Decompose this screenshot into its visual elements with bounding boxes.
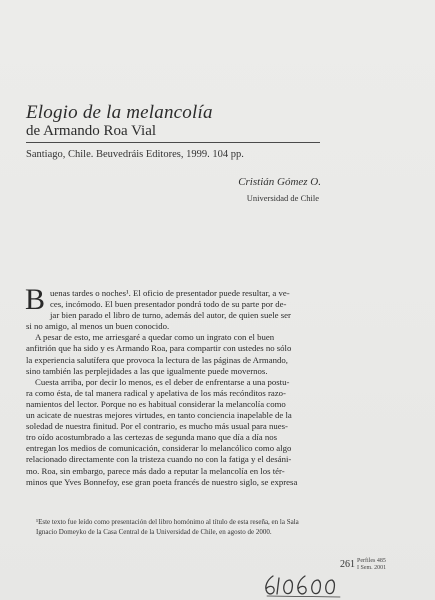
body-text [25, 283, 321, 488]
footnote-line: ¹Este texto fue leído como presentación del libro homónimo al título de esta reseña, en la Sala [36, 518, 299, 526]
review-author: Cristián Gómez O. [238, 176, 321, 188]
footnote-line: Ignacio Domeyko de la Casa Central de la Universidad de Chile, en agosto de 2000. [36, 528, 272, 536]
body-line: mo. Roa, sin embargo, parece más dado a reputar la melancolía en los tér- [26, 465, 285, 476]
body-line: entregan los medios de comunicación, considerar lo melancólico como algo [26, 443, 292, 454]
footnote [36, 517, 326, 537]
body-line: anfitrión que ha sido y es Armando Roa, para compartir con ustedes no sólo [26, 343, 292, 354]
body-line: la experiencia salutífera que provoca la lectura de las páginas de Armando, [26, 354, 288, 365]
bibliographic-info: Santiago, Chile. Beuvedráis Editores, 1999. 104 pp. [26, 149, 244, 160]
handwritten-number-annotation [262, 572, 352, 598]
author-affiliation: Universidad de Chile [246, 193, 319, 203]
journal-line: Perfiles 485 [357, 558, 386, 564]
body-line: uenas tardes o noches¹. El oficio de presentador puede resultar, a ve- [50, 288, 290, 298]
body-line: Cuesta arriba, por decir lo menos, es el deber de enfrentarse a una postu- [35, 376, 290, 387]
body-line: tro oído acostumbrado a las certezas de segunda mano que día a día nos [26, 432, 277, 443]
page-number: 261 [340, 559, 355, 570]
journal-line: I Sem. 2001 [357, 565, 387, 571]
review-title: Elogio de la melancolía [26, 102, 213, 123]
body-line: relacionado directamente con la tristeza cuando no con la fatiga y el desáni- [26, 454, 292, 465]
drop-cap: B [25, 283, 46, 316]
body-line: si no amigo, al menos un buen conocido. [26, 321, 170, 332]
body-line: namientos del lector. Porque no es habitual considerar la melancolía como [26, 398, 286, 409]
body-line: ces, incómodo. El buen presentador pondrá todo de su parte por de- [50, 299, 287, 310]
body-line: un acicate de nuestras mejores virtudes, en tanto conciencia inapelable de la [26, 410, 292, 421]
review-subtitle: de Armando Roa Vial [26, 123, 157, 139]
body-line: minos que Yves Bonnefoy, ese gran poeta francés de nuestro siglo, se expresa [26, 476, 298, 487]
body-line: ra como ésta, de tal manera radical y apelativa de los más recónditos razo- [26, 387, 286, 398]
body-line: soledad de nuestra finitud. Por el contrario, es mucho más usual para nues- [26, 421, 288, 432]
journal-reference [357, 558, 386, 572]
body-line: sino también las perplejidades a las que igualmente puede movernos. [26, 365, 268, 376]
body-line: A pesar de esto, me arriesgaré a quedar como un ingrato con el buen [35, 332, 275, 343]
title-rule [26, 142, 320, 143]
body-line: jar bien parado el libro de turno, además del autor, de quien suele ser [50, 310, 291, 321]
